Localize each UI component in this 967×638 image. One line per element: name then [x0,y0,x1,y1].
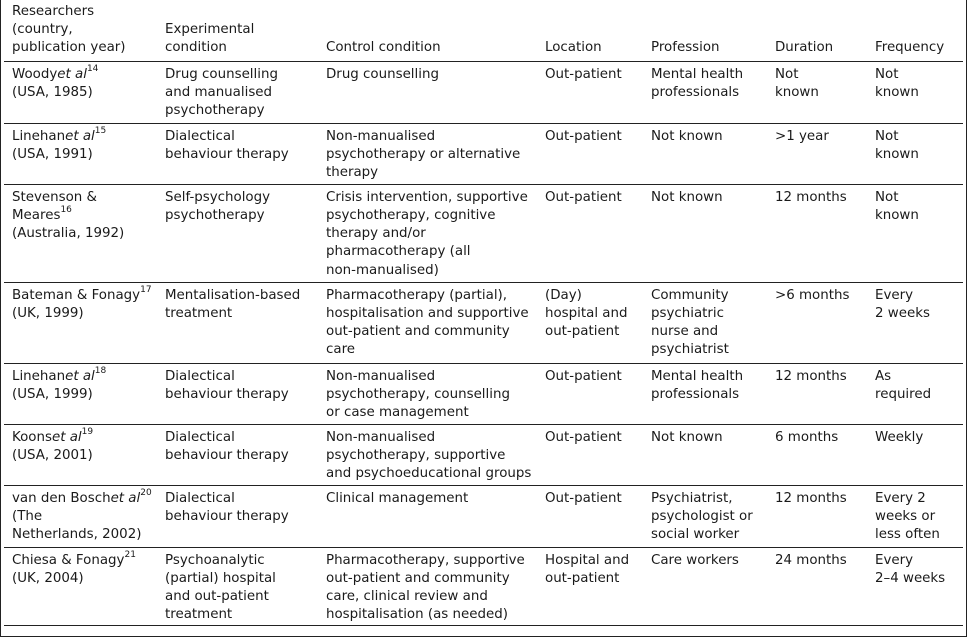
duration-cell: 24 months [775,552,847,568]
location-cell: (Day) hospital and out-patient [545,287,628,340]
researcher-names: Woody [12,66,58,82]
reference-number: 14 [86,64,99,75]
country-year: (UK, 1999) [12,305,84,321]
table-row [4,547,963,625]
country-year: (The Netherlands, 2002) [12,508,142,543]
location-cell: Out-patient [545,128,622,144]
profession-cell: Mental health professionals [651,66,744,100]
experimental-condition-cell: Drug counselling and manualised psychotherapy [165,66,278,119]
researcher-names: Linehan [12,368,66,384]
researchers-cell [4,184,157,282]
header-profession: Profession [651,40,720,56]
researchers-cell [4,547,157,625]
table-row [4,184,963,282]
reference-number: 21 [124,550,136,561]
researcher-names: Chiesa & Fonagy [12,552,125,568]
experimental-condition-cell: Self-psychology psychotherapy [165,189,271,223]
profession-cell: Psychiatrist, psychologist or social worker [651,490,753,543]
researchers-cell [4,424,157,485]
country-year: (USA, 1991) [12,146,93,162]
header-researchers: Researchers (country, publication year) [12,3,126,56]
header-experimental-condition: Experimental condition [165,21,255,56]
control-condition-cell: Pharmacotherapy, supportive out-patient and community care, clinical review and hospitalisation (as needed) [326,552,525,623]
experimental-condition-cell: Dialectical behaviour therapy [165,128,289,162]
control-condition-cell: Crisis intervention, supportive psychotherapy, cognitive therapy and/or pharmacotherapy (all non-manualised) [326,189,528,278]
table-row [4,485,963,547]
studies-table [4,0,963,626]
frequency-cell: Not known [875,128,919,162]
country-year: (USA, 1985) [12,84,93,100]
profession-cell: Community psychiatric nurse and psychiatrist [651,287,729,358]
location-cell: Hospital and out-patient [545,552,630,586]
duration-cell: 12 months [775,189,847,205]
duration-cell: >1 year [775,128,829,144]
profession-cell: Care workers [651,552,739,568]
table-row [4,282,963,363]
profession-cell: Not known [651,128,723,144]
table-row [4,123,963,184]
et-al: et al [110,490,141,506]
reference-number: 17 [140,285,152,296]
country-year: (Australia, 1992) [12,226,125,242]
researchers-cell [4,61,157,123]
et-al: et al [57,66,87,82]
duration-cell: 12 months [775,368,847,384]
header-control-condition: Control condition [326,40,441,56]
et-al: et al [65,128,95,144]
researcher-names: Koons [12,429,52,445]
experimental-condition-cell: Dialectical behaviour therapy [165,429,289,463]
location-cell: Out-patient [545,189,622,205]
reference-number: 18 [94,366,107,377]
profession-cell: Not known [651,189,723,205]
header-duration: Duration [775,40,834,56]
researchers-cell [4,363,157,424]
researcher-names: Linehan [12,128,66,144]
frequency-cell: Every 2 weeks [875,287,930,321]
frequency-cell: As required [875,368,932,402]
location-cell: Out-patient [545,66,622,82]
reference-number: 20 [140,488,152,499]
reference-number: 16 [60,205,72,216]
frequency-cell: Weekly [875,429,924,445]
table-row [4,363,963,424]
country-year: (UK, 2004) [12,570,84,586]
researchers-cell [4,123,157,184]
header-location: Location [545,40,602,56]
duration-cell: >6 months [775,287,850,303]
researcher-names: Stevenson & Meares [12,189,97,223]
country-year: (USA, 1999) [12,386,93,402]
duration-cell: 6 months [775,429,839,445]
duration-cell: 12 months [775,490,847,506]
frequency-cell: Every 2 weeks or less often [875,490,940,543]
frequency-cell: Every 2–4 weeks [875,552,946,586]
control-condition-cell: Clinical management [326,490,469,506]
researchers-cell [4,485,157,547]
experimental-condition-cell: Psychoanalytic (partial) hospital and out-patient treatment [165,552,276,623]
country-year: (USA, 2001) [12,447,93,463]
table-row [4,61,963,123]
researcher-names: van den Bosch [12,490,111,506]
frequency-cell: Not known [875,189,919,223]
control-condition-cell: Pharmacotherapy (partial), hospitalisation and supportive out-patient and community care [326,287,529,358]
experimental-condition-cell: Dialectical behaviour therapy [165,490,289,524]
experimental-condition-cell: Mentalisation-based treatment [165,287,301,321]
location-cell: Out-patient [545,429,622,445]
table-row [4,424,963,485]
control-condition-cell: Drug counselling [326,66,439,82]
experimental-condition-cell: Dialectical behaviour therapy [165,368,289,402]
et-al: et al [65,368,95,384]
frequency-cell: Not known [875,66,919,100]
control-condition-cell: Non-manualised psychotherapy or alternative therapy [326,128,521,181]
header-row [4,0,963,61]
researcher-names: Bateman & Fonagy [12,287,141,303]
control-condition-cell: Non-manualised psychotherapy, supportive and psychoeducational groups [326,429,532,482]
profession-cell: Mental health professionals [651,368,744,402]
duration-cell: Not known [775,66,819,100]
profession-cell: Not known [651,429,723,445]
reference-number: 19 [81,427,94,438]
et-al: et al [51,429,82,445]
researchers-cell [4,282,157,363]
reference-number: 15 [94,126,107,137]
control-condition-cell: Non-manualised psychotherapy, counselling or case management [326,368,510,421]
header-frequency: Frequency [875,40,945,56]
location-cell: Out-patient [545,490,622,506]
location-cell: Out-patient [545,368,622,384]
